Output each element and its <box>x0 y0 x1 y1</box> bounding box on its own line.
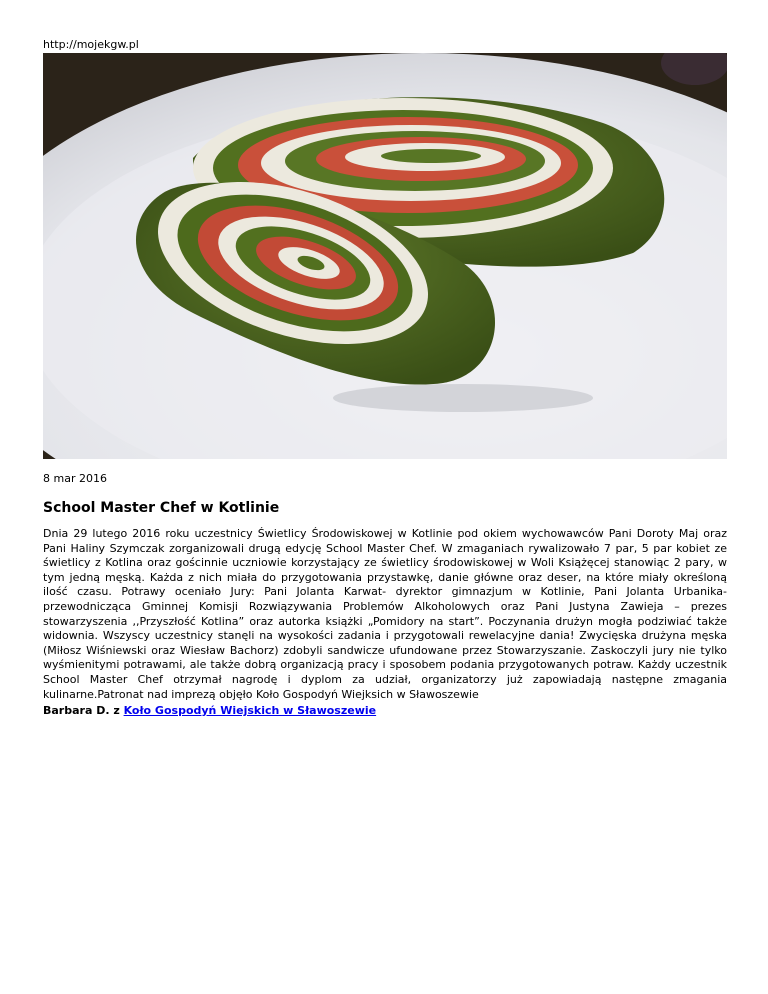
article-body: Dnia 29 lutego 2016 roku uczestnicy Świetlicy Środowiskowej w Kotlinie pod okiem wychowawców Pani Doroty Maj oraz Pani Haliny Szymczak zorganizowali drugą edycję School Master Chef. W zmaganiach rywalizowało 7 par, 5 par kobiet ze świetlicy z Kotlina oraz gościnnie uczniowie korzystający ze świetlicy środowiskowej w Woli Książęcej stanowiąc 2 pary, w tym jedną męską. Każda z nich miała do przygotowania przystawkę, danie główne oraz deser, na które miały określoną ilość czasu. Potrawy oceniało Jury: Pani Jolanta Karwat- dyrektor gimnazjum w Kotlinie, Pani Jolanta Urbanika- przewodnicząca Gminnej Komisji Rozwiązywania Problemów Alkoholowych oraz Pani Justyna Zawieja – prezes stowarzyszenia ,,Przyszłość Kotlina” oraz autorka książki „Pomidory na start”. Poczynania drużyn mogła podziwiać także widownia. Wszyscy uczestnicy stanęli na wysokości zadania i przygotowali rewelacyjne dania! Zwycięska drużyna męska (Miłosz Wiśniewski oraz Wiesław Bachorz) zdobyli sandwicze ufundowane przez Stowarzyszanie. Zaskoczyli jury nie tylko wyśmienitymi potrawami, ale także dobrą organizacją pracy i sposobem podania przygotowanych potraw. Każdy uczestnik School Master Chef otrzymał nagrodę i dyplom za udział, organizatorzy już zapowiadają następne zmagania kulinarne.Patronat nad imprezą objęło Koło Gospodyń Wiejksich w Sławoszewie <box>43 527 727 701</box>
author-prefix: Barbara D. z <box>43 704 124 717</box>
article-author <box>43 704 376 718</box>
spinach-salmon-roll-icon <box>43 53 727 459</box>
author-group-link[interactable]: Koło Gospodyń Wiejskich w Sławoszewie <box>123 704 377 717</box>
article-photo <box>43 53 727 459</box>
article-date: 8 mar 2016 <box>43 472 107 485</box>
source-url: http://mojekgw.pl <box>43 38 139 51</box>
article-title: School Master Chef w Kotlinie <box>43 500 280 516</box>
